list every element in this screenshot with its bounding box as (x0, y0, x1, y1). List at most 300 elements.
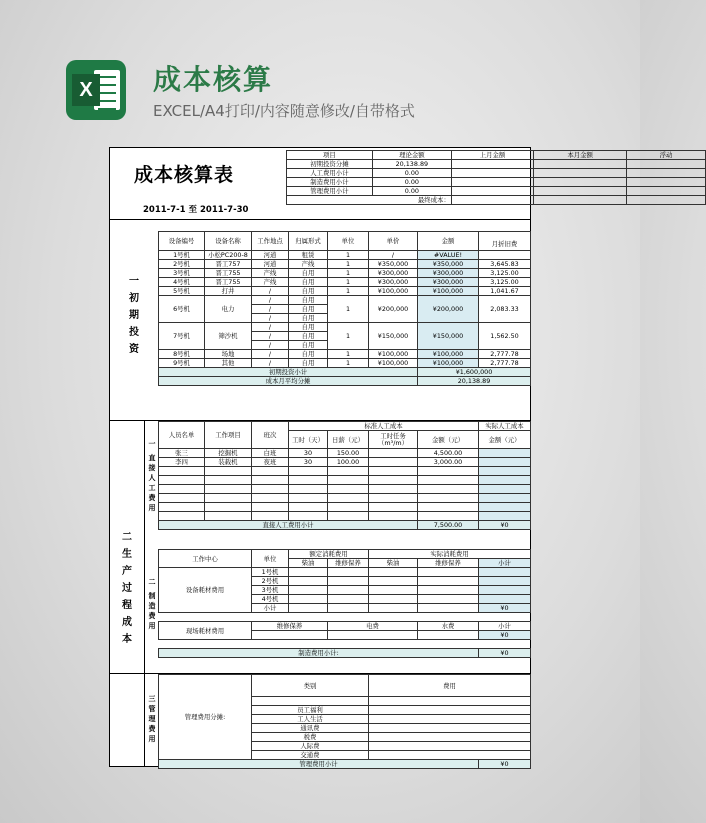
cell-act-amount[interactable] (479, 449, 531, 458)
cell-own[interactable]: 自用 (289, 269, 328, 278)
col-header: 实际人工成本 (479, 422, 531, 431)
col-header: 电费 (328, 622, 418, 631)
cell-unit[interactable]: 1 (328, 287, 369, 296)
summary-cell[interactable]: 人工费用小计 (287, 169, 373, 178)
cell-unit[interactable]: 1 (328, 269, 369, 278)
cell-id[interactable]: 6号机 (159, 296, 205, 323)
spacer-row (159, 613, 531, 622)
cell[interactable] (328, 494, 369, 503)
col-header: 设备编号 (159, 232, 205, 251)
cell[interactable] (479, 494, 531, 503)
cell[interactable] (479, 503, 531, 512)
cell[interactable] (418, 631, 479, 640)
summary-cell[interactable] (534, 169, 627, 178)
label-char: 理 (148, 715, 156, 723)
cell-amount[interactable]: ¥300,000 (418, 269, 479, 278)
subtotal-std: 7,500.00 (418, 521, 479, 530)
summary-row (287, 169, 706, 178)
cell-price[interactable]: ¥200,000 (369, 296, 418, 323)
table-row (159, 278, 531, 287)
cell[interactable] (418, 485, 479, 494)
label-char: 期 (129, 310, 139, 321)
equip-total: ¥0 (479, 604, 531, 613)
cell[interactable] (252, 631, 328, 640)
subtotal-label: 直接人工费用小计 (159, 521, 418, 530)
cell-job[interactable]: 装载机 (205, 458, 252, 467)
subtotal-label: 制造费用小计: (159, 649, 479, 658)
cell-own[interactable]: 租赁 (289, 251, 328, 260)
cell-unit[interactable]: 1 (328, 359, 369, 368)
cell-place[interactable]: / (252, 296, 289, 305)
cell-place[interactable]: 产线 (252, 278, 289, 287)
summary-cell[interactable] (626, 169, 705, 178)
label-char: 直 (148, 454, 156, 462)
cell-dep[interactable] (479, 251, 531, 260)
label-char: 人 (148, 474, 156, 482)
section-production-cost (110, 420, 530, 688)
cell[interactable] (205, 485, 252, 494)
management-subtotal-row (159, 760, 531, 769)
manufacture-table (158, 549, 531, 658)
management-header-row (159, 675, 531, 697)
label-char: 二 (148, 578, 156, 586)
cell[interactable] (328, 595, 369, 604)
cell[interactable] (328, 568, 369, 577)
summary-header: 理论金额 (372, 151, 451, 160)
col-subheader: 柴油 (369, 559, 418, 568)
cell[interactable] (159, 476, 205, 485)
cell[interactable] (369, 604, 418, 613)
col-header: 月折旧费 (479, 232, 531, 251)
cell-name[interactable]: 晋工755 (205, 278, 252, 287)
cell[interactable] (159, 467, 205, 476)
cell-amount[interactable]: ¥100,000 (418, 287, 479, 296)
spacer (252, 697, 369, 706)
cell-unit[interactable]: 1 (328, 278, 369, 287)
cell[interactable] (369, 476, 418, 485)
cell-dep[interactable]: 3,125.00 (479, 278, 531, 287)
cell[interactable] (289, 586, 328, 595)
summary-cell[interactable]: 0.00 (372, 169, 451, 178)
cell[interactable] (252, 503, 289, 512)
col-subheader: 工时任务（m³/m） (369, 431, 418, 449)
cell-item: 员工福利 (252, 706, 369, 715)
cell-name[interactable]: 电力 (205, 296, 252, 323)
cell[interactable] (479, 586, 531, 595)
spacer (369, 697, 531, 706)
labor-label (146, 439, 158, 513)
cell-price[interactable]: ¥100,000 (369, 359, 418, 368)
cell-std-amount[interactable]: 4,500.00 (418, 449, 479, 458)
cell-dep[interactable]: 1,041.67 (479, 287, 531, 296)
col-header: 工作项目 (205, 422, 252, 449)
cell[interactable] (479, 577, 531, 586)
summary-cell[interactable] (534, 196, 627, 205)
cell[interactable] (418, 476, 479, 485)
cell[interactable] (328, 503, 369, 512)
summary-cell[interactable] (534, 178, 627, 187)
col-subheader: 金额（元） (479, 431, 531, 449)
cell-name[interactable]: 晋工755 (205, 269, 252, 278)
col-subheader: 维修保养 (418, 559, 479, 568)
cell[interactable] (289, 568, 328, 577)
cell[interactable] (369, 512, 418, 521)
cell-own[interactable]: 自用 (289, 314, 328, 323)
section2-label (110, 529, 144, 648)
cell[interactable] (289, 595, 328, 604)
cell-wage[interactable]: 150.00 (328, 449, 369, 458)
cell[interactable] (369, 494, 418, 503)
table-row (159, 296, 531, 305)
cell-id[interactable]: 8号机 (159, 350, 205, 359)
site-label: 现场耗材费用 (159, 622, 252, 640)
cell[interactable] (479, 512, 531, 521)
cell[interactable] (369, 586, 418, 595)
cell-std-amount[interactable]: 3,000.00 (418, 458, 479, 467)
table-row (159, 512, 531, 521)
cell-shift[interactable]: 白班 (252, 449, 289, 458)
summary-cell[interactable] (626, 187, 705, 196)
manufacture-label (146, 577, 158, 631)
cell-price[interactable]: ¥100,000 (369, 350, 418, 359)
cell[interactable] (369, 706, 531, 715)
summary-cell[interactable] (451, 196, 533, 205)
cell[interactable] (418, 467, 479, 476)
cell-act-amount[interactable] (479, 458, 531, 467)
cell-place[interactable]: 河道 (252, 251, 289, 260)
cell[interactable] (369, 467, 418, 476)
cell[interactable] (418, 512, 479, 521)
cell-own[interactable]: 自用 (289, 323, 328, 332)
col-header: 人员名单 (159, 422, 205, 449)
cell-id[interactable]: 2号机 (159, 260, 205, 269)
cell-own[interactable]: 自用 (289, 350, 328, 359)
label-char: 费 (148, 494, 156, 502)
date-from: 2011-7-1 (143, 205, 186, 215)
spacer-row (159, 640, 531, 649)
summary-cell[interactable]: 初期投资分摊 (287, 160, 373, 169)
cell-amount[interactable]: ¥300,000 (418, 278, 479, 287)
cell[interactable] (252, 494, 289, 503)
cell[interactable] (328, 476, 369, 485)
col-header: 标准人工成本 (289, 422, 479, 431)
cell-name[interactable]: 其他 (205, 359, 252, 368)
cell-amount[interactable]: ¥200,000 (418, 296, 479, 323)
cell-item: 人际费 (252, 742, 369, 751)
page-title: 成本核算 (153, 63, 274, 96)
cell-price[interactable]: ¥300,000 (369, 269, 418, 278)
summary-header: 项目 (287, 151, 373, 160)
cell-own[interactable]: 自用 (289, 287, 328, 296)
summary-cell[interactable] (451, 178, 533, 187)
cell[interactable] (289, 503, 328, 512)
cell-place[interactable]: / (252, 341, 289, 350)
cell-price[interactable]: / (369, 251, 418, 260)
summary-final-row (287, 196, 706, 205)
label-char: 用 (148, 735, 156, 743)
subtotal-label: 管理费用小计 (159, 760, 479, 769)
cell-amount[interactable]: ¥100,000 (418, 359, 479, 368)
summary-row (287, 178, 706, 187)
cell[interactable] (252, 476, 289, 485)
cell-unit[interactable]: 1 (328, 350, 369, 359)
cell[interactable] (205, 503, 252, 512)
labor-table (158, 421, 531, 530)
subtotal-value: ¥1,600,000 (418, 368, 531, 377)
cell-price[interactable]: ¥100,000 (369, 287, 418, 296)
cell-own[interactable]: 自用 (289, 278, 328, 287)
cell-id[interactable]: 7号机 (159, 323, 205, 350)
cell-price[interactable]: ¥350,000 (369, 260, 418, 269)
cell-person[interactable]: 张三 (159, 449, 205, 458)
cell[interactable] (328, 467, 369, 476)
cell-own[interactable]: 产线 (289, 260, 328, 269)
cell-dep[interactable]: 2,777.78 (479, 350, 531, 359)
cell-name[interactable]: 晋工757 (205, 260, 252, 269)
cell[interactable] (289, 485, 328, 494)
summary-header: 本月金额 (534, 151, 627, 160)
monthly-label: 成本月平均分摊 (159, 377, 418, 386)
summary-cell[interactable]: 制造费用小计 (287, 178, 373, 187)
cell-place[interactable]: 产线 (252, 269, 289, 278)
cell[interactable] (252, 467, 289, 476)
cell-unit[interactable]: 1 (328, 323, 369, 350)
cell[interactable] (159, 485, 205, 494)
excel-x-icon: X (72, 74, 100, 106)
section-initial-investment (110, 231, 530, 411)
col-header: 实际消耗费用 (369, 550, 531, 559)
label-char: 初 (129, 293, 139, 304)
cell[interactable] (369, 503, 418, 512)
cell[interactable] (159, 503, 205, 512)
cell[interactable] (328, 586, 369, 595)
cell-amount[interactable]: #VALUE! (418, 251, 479, 260)
cell[interactable] (289, 577, 328, 586)
cell[interactable] (328, 604, 369, 613)
cell-name[interactable]: 场地 (205, 350, 252, 359)
cell-id[interactable]: 9号机 (159, 359, 205, 368)
cell-days[interactable]: 30 (289, 458, 328, 467)
cell[interactable] (418, 604, 479, 613)
summary-cell[interactable]: 管理费用小计 (287, 187, 373, 196)
label-char: 程 (122, 600, 132, 611)
table-row (159, 494, 531, 503)
table-row (159, 458, 531, 467)
cell[interactable] (418, 494, 479, 503)
col-header: 金额 (418, 232, 479, 251)
cell[interactable] (328, 512, 369, 521)
cell[interactable] (369, 577, 418, 586)
label-char: 产 (122, 566, 132, 577)
cell-price[interactable]: ¥300,000 (369, 278, 418, 287)
investment-subtotal-row (159, 368, 531, 377)
cell[interactable] (328, 577, 369, 586)
doc-date (143, 203, 248, 215)
col-header: 设备名称 (205, 232, 252, 251)
cell[interactable] (418, 503, 479, 512)
cell[interactable] (289, 604, 328, 613)
cell[interactable] (159, 512, 205, 521)
cell-place[interactable]: / (252, 350, 289, 359)
summary-cell[interactable] (451, 187, 533, 196)
summary-cell[interactable] (534, 160, 627, 169)
cell-place[interactable]: / (252, 332, 289, 341)
summary-cell[interactable] (451, 169, 533, 178)
table-row (159, 503, 531, 512)
cell-dep[interactable]: 3,645.83 (479, 260, 531, 269)
cell[interactable] (369, 595, 418, 604)
cell-dep[interactable]: 2,777.78 (479, 359, 531, 368)
cell-place[interactable]: / (252, 359, 289, 368)
cell-id[interactable]: 5号机 (159, 287, 205, 296)
cell[interactable] (418, 577, 479, 586)
cell-name[interactable]: 打井 (205, 287, 252, 296)
site-total: ¥0 (479, 631, 531, 640)
cell[interactable] (369, 568, 418, 577)
label-char: 造 (148, 602, 156, 610)
section2-divider (144, 421, 145, 688)
cell[interactable] (418, 568, 479, 577)
cell[interactable] (252, 512, 289, 521)
cell[interactable] (369, 715, 531, 724)
cell[interactable] (479, 568, 531, 577)
cell-shift[interactable]: 夜班 (252, 458, 289, 467)
cell[interactable] (479, 595, 531, 604)
cell-own[interactable]: 自用 (289, 305, 328, 314)
col-header: 单位 (328, 232, 369, 251)
summary-cell[interactable]: 0.00 (372, 187, 451, 196)
cell-unit[interactable]: 1 (328, 296, 369, 323)
summary-cell[interactable]: 20,138.89 (372, 160, 451, 169)
cell-wage[interactable]: 100.00 (328, 458, 369, 467)
cell-dep[interactable]: 2,083.33 (479, 296, 531, 323)
cell[interactable] (479, 467, 531, 476)
cell[interactable] (289, 476, 328, 485)
label-char: 一 (129, 276, 139, 287)
cell-id[interactable]: 1号机 (159, 251, 205, 260)
label-char: 接 (148, 464, 156, 472)
spacer (159, 640, 531, 649)
label-char: 工 (148, 484, 156, 492)
col-header: 额定消耗费用 (289, 550, 369, 559)
cell-days[interactable]: 30 (289, 449, 328, 458)
table-row (159, 467, 531, 476)
cell-unit[interactable]: 1 (328, 260, 369, 269)
cell-job[interactable]: 挖掘机 (205, 449, 252, 458)
cell-own[interactable]: 自用 (289, 359, 328, 368)
cell-unit: 3号机 (252, 586, 289, 595)
cell-price[interactable]: ¥150,000 (369, 323, 418, 350)
col-subheader: 工时（天） (289, 431, 328, 449)
cell-place[interactable]: 河道 (252, 260, 289, 269)
cell-place[interactable]: / (252, 305, 289, 314)
table-row (159, 251, 531, 260)
summary-header: 上月金额 (451, 151, 533, 160)
cell-amount[interactable]: ¥150,000 (418, 323, 479, 350)
label-char: 资 (129, 344, 139, 355)
summary-cell[interactable] (451, 160, 533, 169)
cell-name[interactable]: 小松PC200-8 (205, 251, 252, 260)
summary-cell[interactable]: 0.00 (372, 178, 451, 187)
summary-cell[interactable] (626, 196, 705, 205)
cell-id[interactable]: 3号机 (159, 269, 205, 278)
site-header-row (159, 622, 531, 631)
col-subheader: 维修保养 (328, 559, 369, 568)
cell-place[interactable]: / (252, 287, 289, 296)
cell-name[interactable]: 筛沙机 (205, 323, 252, 350)
cell[interactable] (328, 485, 369, 494)
label-char: 过 (122, 583, 132, 594)
cell-own[interactable]: 自用 (289, 332, 328, 341)
cell[interactable] (479, 476, 531, 485)
cell[interactable] (369, 742, 531, 751)
summary-cell[interactable] (534, 187, 627, 196)
cell[interactable] (369, 751, 531, 760)
doc-title: 成本核算表 (134, 164, 235, 186)
label-char: 用 (148, 622, 156, 630)
summary-cell[interactable] (626, 178, 705, 187)
cell-amount[interactable]: ¥350,000 (418, 260, 479, 269)
cell[interactable] (369, 733, 531, 742)
cell-person[interactable]: 李四 (159, 458, 205, 467)
subtotal-value: ¥0 (479, 649, 531, 658)
cell-amount[interactable]: ¥100,000 (418, 350, 479, 359)
cell-id[interactable]: 4号机 (159, 278, 205, 287)
cell[interactable] (289, 467, 328, 476)
cell-unit[interactable]: 1 (328, 251, 369, 260)
col-subheader: 小计 (479, 559, 531, 568)
cell-own[interactable]: 自用 (289, 296, 328, 305)
cell-place[interactable]: / (252, 314, 289, 323)
cell[interactable] (328, 631, 418, 640)
cell-task[interactable] (369, 449, 418, 458)
cell[interactable] (418, 586, 479, 595)
subtotal-label: 初期投资小计 (159, 368, 418, 377)
section3-divider (144, 674, 145, 767)
table-row (159, 350, 531, 359)
cell[interactable] (479, 485, 531, 494)
cell-place[interactable]: / (252, 323, 289, 332)
cell[interactable] (252, 485, 289, 494)
cell[interactable] (289, 512, 328, 521)
cell[interactable] (205, 476, 252, 485)
cell-dep[interactable]: 3,125.00 (479, 269, 531, 278)
date-to: 2011-7-30 (200, 205, 249, 215)
cell[interactable] (418, 595, 479, 604)
summary-table (286, 150, 706, 205)
cell[interactable] (205, 512, 252, 521)
table-row (159, 323, 531, 332)
col-header: 单位 (252, 550, 289, 568)
cell[interactable] (159, 494, 205, 503)
table-row (159, 449, 531, 458)
summary-cell[interactable] (626, 160, 705, 169)
cell-task[interactable] (369, 458, 418, 467)
cell[interactable] (205, 467, 252, 476)
cell-dep[interactable]: 1,562.50 (479, 323, 531, 350)
cell[interactable] (289, 494, 328, 503)
cell-unit: 4号机 (252, 595, 289, 604)
final-cost-label: 最终成本： (287, 196, 452, 205)
label-char: 二 (122, 532, 132, 543)
cell[interactable] (369, 485, 418, 494)
col-header: 工作地点 (252, 232, 289, 251)
cell-own[interactable]: 自用 (289, 341, 328, 350)
label-char: 生 (122, 549, 132, 560)
cell[interactable] (369, 724, 531, 733)
management-table (158, 674, 531, 769)
cell[interactable] (205, 494, 252, 503)
